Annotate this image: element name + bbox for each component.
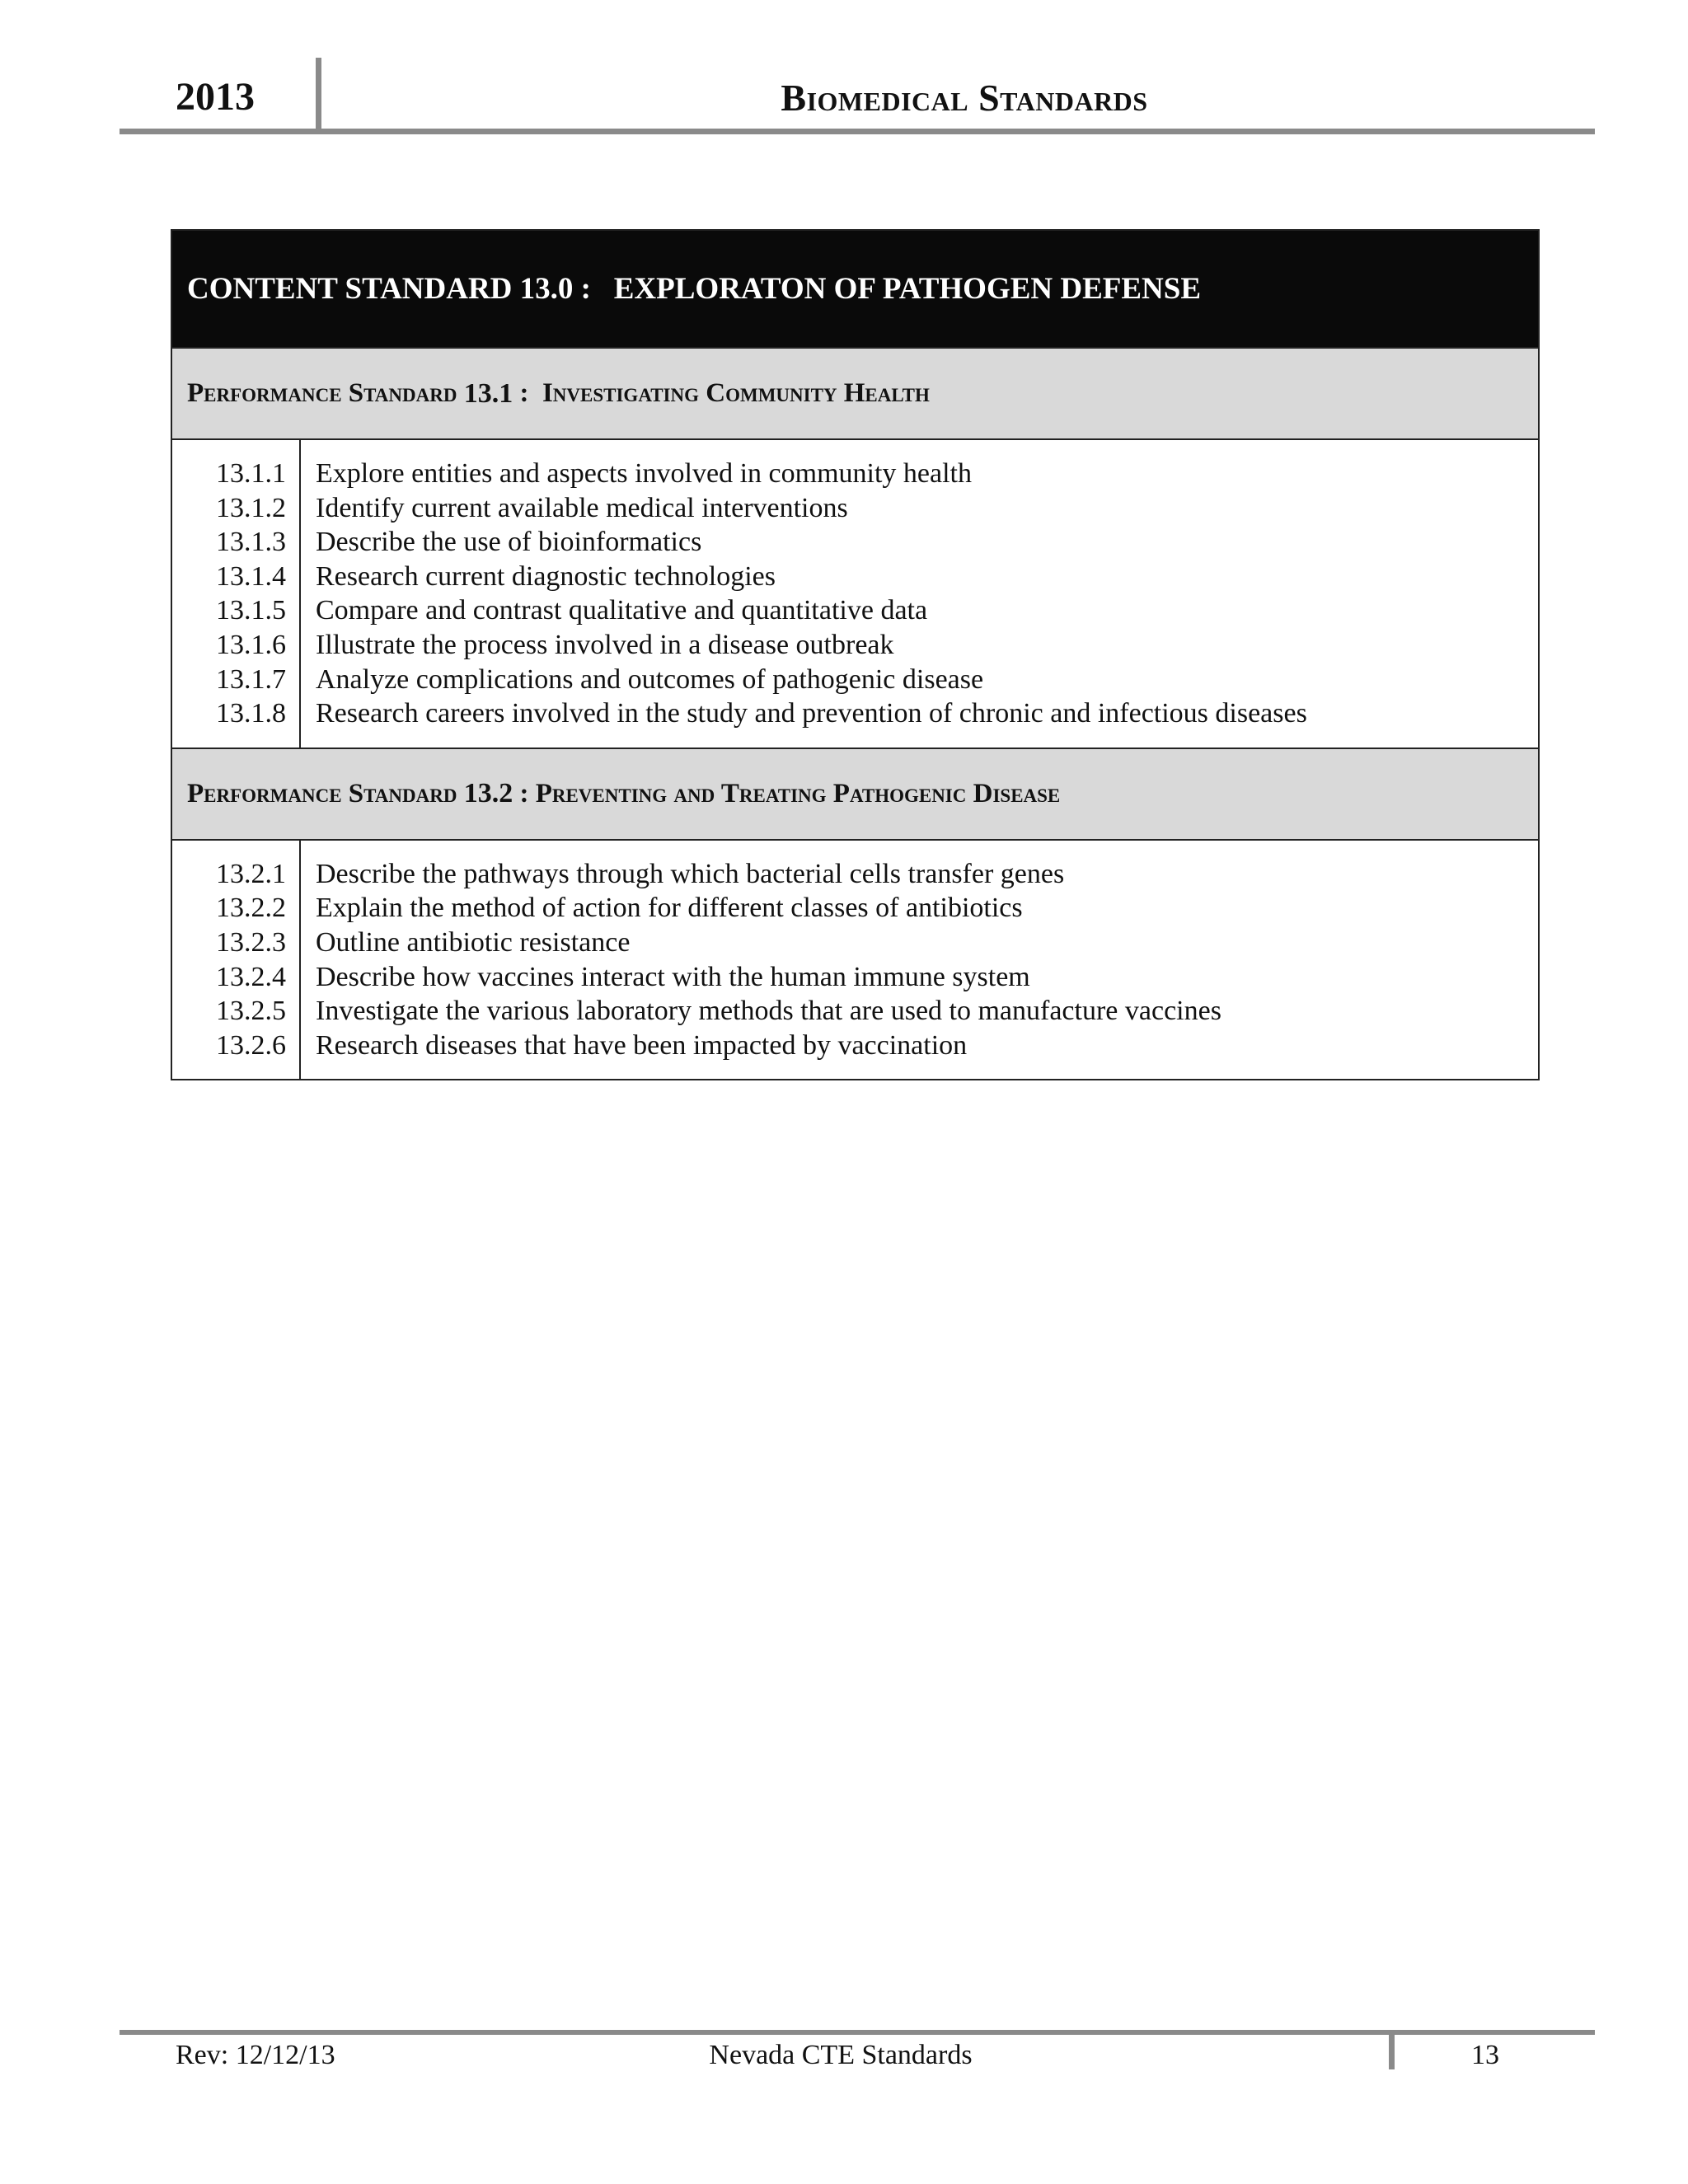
- item-text: Research careers involved in the study and prevention of chronic and infectious diseases: [316, 698, 1307, 729]
- item-text: Analyze complications and outcomes of pathogenic disease: [316, 663, 984, 695]
- item-number: 13.1.7: [216, 663, 286, 695]
- standards-table: [171, 229, 1540, 1080]
- item-text: Identify current available medical interventions: [316, 492, 848, 523]
- item-number: 13.2.3: [216, 926, 286, 958]
- item-number: 13.1.5: [216, 595, 286, 626]
- performance-standard-items: [172, 440, 1538, 748]
- item-text: Describe the use of bioinformatics: [316, 527, 702, 558]
- content-standard-heading: CONTENT STANDARD 13.0 : EXPLORATON OF PATHOGEN DEFENSE: [172, 231, 1538, 347]
- performance-standard-number: 13.1: [463, 377, 513, 409]
- page-number: 13: [1471, 2040, 1499, 2070]
- item-number: 13.2.6: [216, 1029, 286, 1061]
- item-text: Outline antibiotic resistance: [316, 926, 631, 958]
- item-number-column: [172, 841, 301, 1080]
- page-header: [120, 58, 1595, 134]
- item-text: Explore entities and aspects involved in community health: [316, 458, 972, 489]
- header-divider: [316, 58, 321, 129]
- header-title: Biomedical Standards: [781, 77, 1148, 119]
- item-number: 13.2.1: [216, 858, 286, 889]
- performance-standard-heading: [172, 347, 1538, 440]
- item-number: 13.1.6: [216, 629, 286, 660]
- item-number: 13.1.3: [216, 527, 286, 558]
- item-text-column: [301, 841, 1538, 1080]
- performance-standard-prefix: Performance Standard: [187, 378, 464, 408]
- performance-standard-heading: [172, 748, 1538, 841]
- item-text: Research current diagnostic technologies: [316, 560, 776, 592]
- item-number: 13.2.4: [216, 961, 286, 992]
- header-year: 2013: [176, 75, 255, 119]
- item-number: 13.1.4: [216, 560, 286, 592]
- header-rule: [120, 129, 1595, 134]
- item-text-column: [301, 440, 1538, 748]
- item-text: Investigate the various laboratory methods that are used to manufacture vaccines: [316, 996, 1221, 1027]
- page-footer: [120, 2030, 1595, 2079]
- item-number: 13.2.5: [216, 996, 286, 1027]
- performance-standard-separator: :: [513, 378, 542, 408]
- item-number: 13.2.2: [216, 893, 286, 924]
- performance-standard-number: 13.2: [463, 778, 513, 809]
- footer-revision: Rev: 12/12/13: [176, 2040, 335, 2070]
- item-number: 13.1.2: [216, 492, 286, 523]
- item-text: Describe the pathways through which bacterial cells transfer genes: [316, 858, 1065, 889]
- item-number-column: [172, 440, 301, 748]
- footer-title: Nevada CTE Standards: [709, 2040, 973, 2070]
- performance-standard-separator: :: [513, 778, 536, 808]
- performance-standard-title: Investigating Community Health: [542, 378, 930, 408]
- performance-standard-prefix: Performance Standard: [187, 778, 464, 808]
- performance-standard-items: [172, 841, 1538, 1080]
- item-text: Research diseases that have been impacted by vaccination: [316, 1029, 968, 1061]
- item-text: Illustrate the process involved in a disease outbreak: [316, 629, 894, 660]
- item-text: Describe how vaccines interact with the human immune system: [316, 961, 1030, 992]
- footer-rule: [120, 2030, 1595, 2035]
- item-number: 13.1.1: [216, 458, 286, 489]
- performance-standard-title: Preventing and Treating Pathogenic Disease: [535, 778, 1061, 808]
- item-number: 13.1.8: [216, 698, 286, 729]
- item-text: Explain the method of action for different classes of antibiotics: [316, 893, 1023, 924]
- item-text: Compare and contrast qualitative and quantitative data: [316, 595, 928, 626]
